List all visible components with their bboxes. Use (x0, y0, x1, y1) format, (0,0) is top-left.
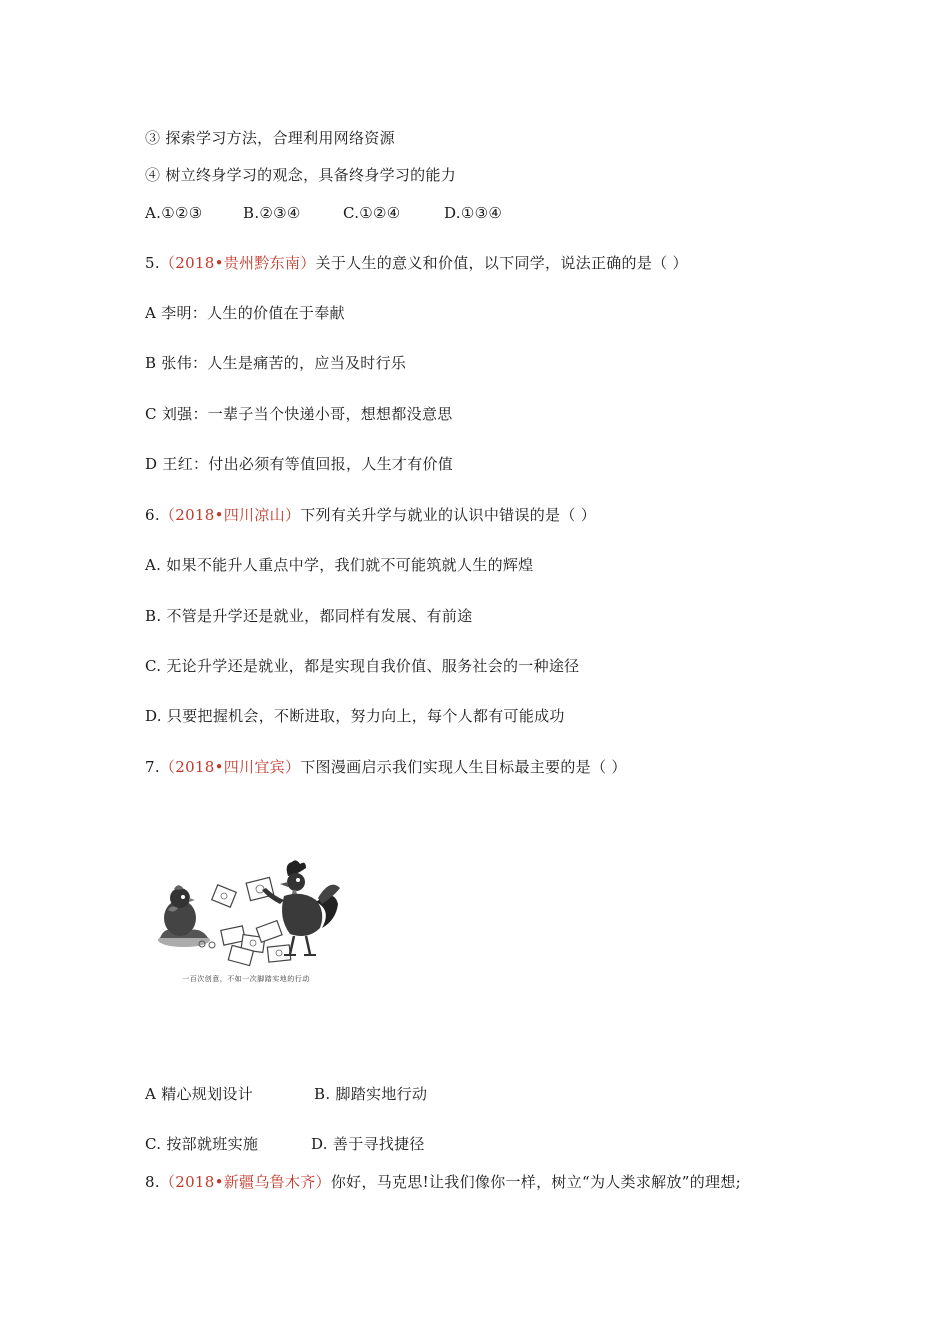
q8-source: （2018•新疆乌鲁木齐） (159, 1173, 331, 1191)
q7-option-b: B. 脚踏实地行动 (314, 1085, 428, 1103)
q6-option-a: A. 如果不能升人重点中学，我们就不可能筑就人生的辉煌 (145, 556, 534, 574)
q6-stem: 下列有关升学与就业的认识中错误的是（ ） (300, 506, 597, 524)
q7-options-row2 (145, 1134, 425, 1154)
q6-number: 6. (145, 506, 160, 524)
q7-option-a: A 精心规划设计 (145, 1085, 254, 1103)
q8-stem: 你好，马克思!让我们像你一样，树立“为人类求解放”的理想; (330, 1173, 741, 1191)
q5-option-c: C 刘强：一辈子当个快递小哥，想想都没意思 (145, 405, 453, 423)
q4-item3: ③ 探索学习方法，合理利用网络资源 (145, 129, 395, 147)
q5-stem-line (145, 253, 688, 273)
q6-source: （2018•四川凉山） (159, 506, 301, 524)
q8-stem-line (145, 1172, 741, 1192)
q4-option-d: D.①③④ (444, 204, 503, 222)
q7-stem: 下图漫画启示我们实现人生目标最主要的是（ ） (300, 758, 627, 776)
q4-option-b: B.②③④ (243, 204, 301, 222)
q7-options-row1 (145, 1084, 427, 1104)
q5-option-a: A 李明：人生的价值在于奉献 (145, 304, 345, 322)
q7-source: （2018•四川宜宾） (159, 758, 301, 776)
q6-option-d: D. 只要把握机会，不断进取，努力向上，每个人都有可能成功 (145, 707, 565, 725)
q5-number: 5. (145, 254, 160, 272)
q8-number: 8. (145, 1173, 160, 1191)
comic-drawing (150, 858, 342, 973)
q7-option-d: D. 善于寻找捷径 (311, 1135, 425, 1153)
q6-option-b: B. 不管是升学还是就业，都同样有发展、有前途 (145, 607, 473, 625)
q6-stem-line (145, 505, 596, 525)
q4-option-c: C.①②④ (343, 204, 401, 222)
q5-stem: 关于人生的意义和价值，以下同学，说法正确的是（ ） (315, 254, 688, 272)
comic-illustration (150, 858, 342, 990)
q5-option-b: B 张伟：人生是痛苦的，应当及时行乐 (145, 354, 407, 372)
q7-number: 7. (145, 758, 160, 776)
q5-option-d: D 王红：付出必须有等值回报，人生才有价值 (145, 455, 454, 473)
q6-option-c: C. 无论升学还是就业，都是实现自我价值、服务社会的一种途径 (145, 657, 580, 675)
comic-caption: 一百次创意，不如一次脚踏实地的行动 (182, 975, 310, 983)
q4-options (145, 203, 502, 223)
q4-item4: ④ 树立终身学习的观念，具备终身学习的能力 (145, 166, 457, 184)
q7-option-c: C. 按部就班实施 (145, 1135, 259, 1153)
q5-source: （2018•贵州黔东南） (159, 254, 316, 272)
q4-option-a: A.①②③ (145, 204, 203, 222)
q7-stem-line (145, 757, 627, 777)
